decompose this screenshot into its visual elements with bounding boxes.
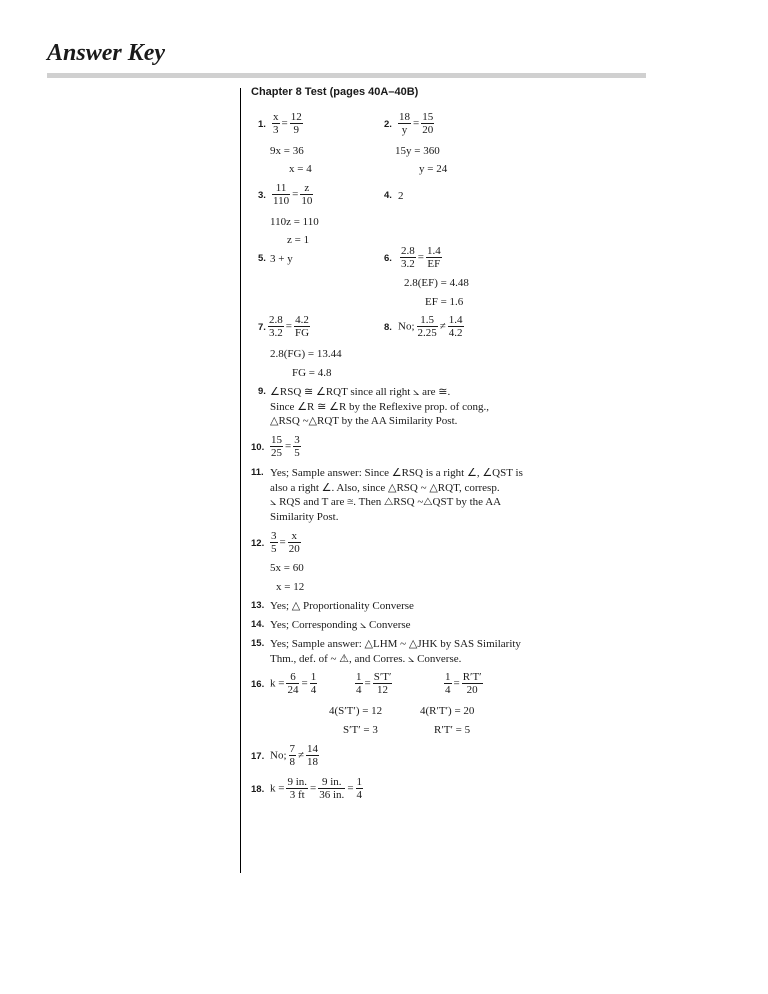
answer-12-step-2: x = 12: [276, 581, 305, 593]
answer-7-step-2: FG = 4.8: [292, 367, 332, 379]
item-number: 9.: [258, 386, 266, 397]
answer-17: No; $\frac{7}{8}$ ≠ $\frac{14}{18}$: [270, 743, 319, 768]
answer-7-proportion: $\frac{2.8}{3.2}$ = $\frac{4.2}{FG}$: [269, 314, 310, 339]
answer-12-step-1: 5x = 60: [270, 562, 304, 574]
item-number: 13.: [251, 600, 265, 611]
item-number: 3.: [258, 190, 266, 201]
answer-16-rt: $\frac{1}{4}$ = $\frac{R'T'}{20}$: [445, 671, 482, 696]
answer-3-step-1: 110z = 110: [270, 216, 319, 228]
answer-16-step-2: S′T′ = 3: [343, 724, 378, 736]
answer-2-step-2: y = 24: [419, 163, 448, 175]
answer-6-step-2: EF = 1.6: [425, 296, 464, 308]
answer-14: Yes; Corresponding ⦣ Converse: [270, 619, 411, 631]
answer-1-step-1: 9x = 36: [270, 145, 304, 157]
column-divider: [240, 88, 241, 873]
header-rule: [47, 73, 646, 78]
item-number: 7.: [258, 322, 266, 333]
answer-11: Yes; Sample answer: Since ∠RSQ is a right ∠, ∠QST is also a right ∠. Also, since △RSQ ~ △RQT, corresp. ⦣ RQS and T are ≅. Then △RSQ ~△QST by the AA Similarity Post.: [270, 467, 523, 523]
answer-5: 3 + y: [270, 253, 293, 265]
item-number: 4.: [384, 190, 392, 201]
answer-3-step-2: z = 1: [287, 234, 310, 246]
answer-16-step-1: 4(S′T′) = 12: [329, 705, 383, 717]
answer-1-proportion: $\frac{x}{3}$ = $\frac{12}{9}$: [273, 111, 302, 136]
answer-6-proportion: $\frac{2.8}{3.2}$ = $\frac{1.4}{EF}$: [401, 245, 441, 270]
item-number: 2.: [384, 119, 392, 130]
answer-16-step-3: 4(R′T′) = 20: [420, 705, 475, 717]
item-number: 17.: [251, 751, 265, 762]
answer-6-step-1: 2.8(EF) = 4.48: [404, 277, 469, 289]
answer-13: Yes; △ Proportionality Converse: [270, 600, 414, 612]
chapter-title: Chapter 8 Test (pages 40A–40B): [251, 86, 419, 98]
answer-18: k = $\frac{9 in.}{3 ft}$ = $\frac{9 in.}{36 in.}$ = $\frac{1}{4}$: [270, 776, 363, 801]
answer-16-k: k = $\frac{6}{24}$ = $\frac{1}{4}$: [270, 671, 317, 696]
answer-8: No; $\frac{1.5}{2.25}$ ≠ $\frac{1.4}{4.2}$: [398, 314, 463, 339]
page-header: Answer Key: [47, 40, 166, 66]
item-number: 11.: [251, 467, 264, 478]
item-number: 18.: [251, 784, 265, 795]
item-number: 14.: [251, 619, 265, 630]
answer-16-step-4: R′T′ = 5: [434, 724, 471, 736]
item-number: 15.: [251, 638, 265, 649]
item-number: 1.: [258, 119, 266, 130]
answer-2-step-1: 15y = 360: [395, 145, 440, 157]
item-number: 10.: [251, 442, 265, 453]
item-number: 6.: [384, 253, 392, 264]
item-number: 8.: [384, 322, 392, 333]
answer-2-proportion: $\frac{18}{y}$ = $\frac{15}{20}$: [399, 111, 434, 136]
item-number: 12.: [251, 538, 265, 549]
answer-4: 2: [398, 190, 404, 202]
answer-10: $\frac{15}{25}$ = $\frac{3}{5}$: [271, 434, 300, 459]
answer-16-st: $\frac{1}{4}$ = $\frac{S'T'}{12}$: [356, 671, 392, 696]
answer-3-proportion: $\frac{11}{110}$ = $\frac{z}{10}$: [273, 182, 313, 207]
answer-9: ∠RSQ ≅ ∠RQT since all right ⦣ are ≅. Since ∠R ≅ ∠R by the Reflexive prop. of cong., △RSQ ~△RQT by the AA Similarity Post.: [270, 386, 489, 427]
answer-1-step-2: x = 4: [289, 163, 312, 175]
answer-7-step-1: 2.8(FG) = 13.44: [270, 348, 342, 360]
fraction: $\frac{12}{9}$: [290, 111, 302, 136]
answer-15: Yes; Sample answer: △LHM ~ △JHK by SAS Similarity Thm., def. of ~ ⚠, and Corres. ⦣ Converse.: [270, 638, 521, 665]
answer-12-proportion: $\frac{3}{5}$ = $\frac{x}{20}$: [271, 530, 300, 555]
item-number: 16.: [251, 679, 265, 690]
item-number: 5.: [258, 253, 266, 264]
fraction: $\frac{x}{3}$: [273, 111, 279, 136]
